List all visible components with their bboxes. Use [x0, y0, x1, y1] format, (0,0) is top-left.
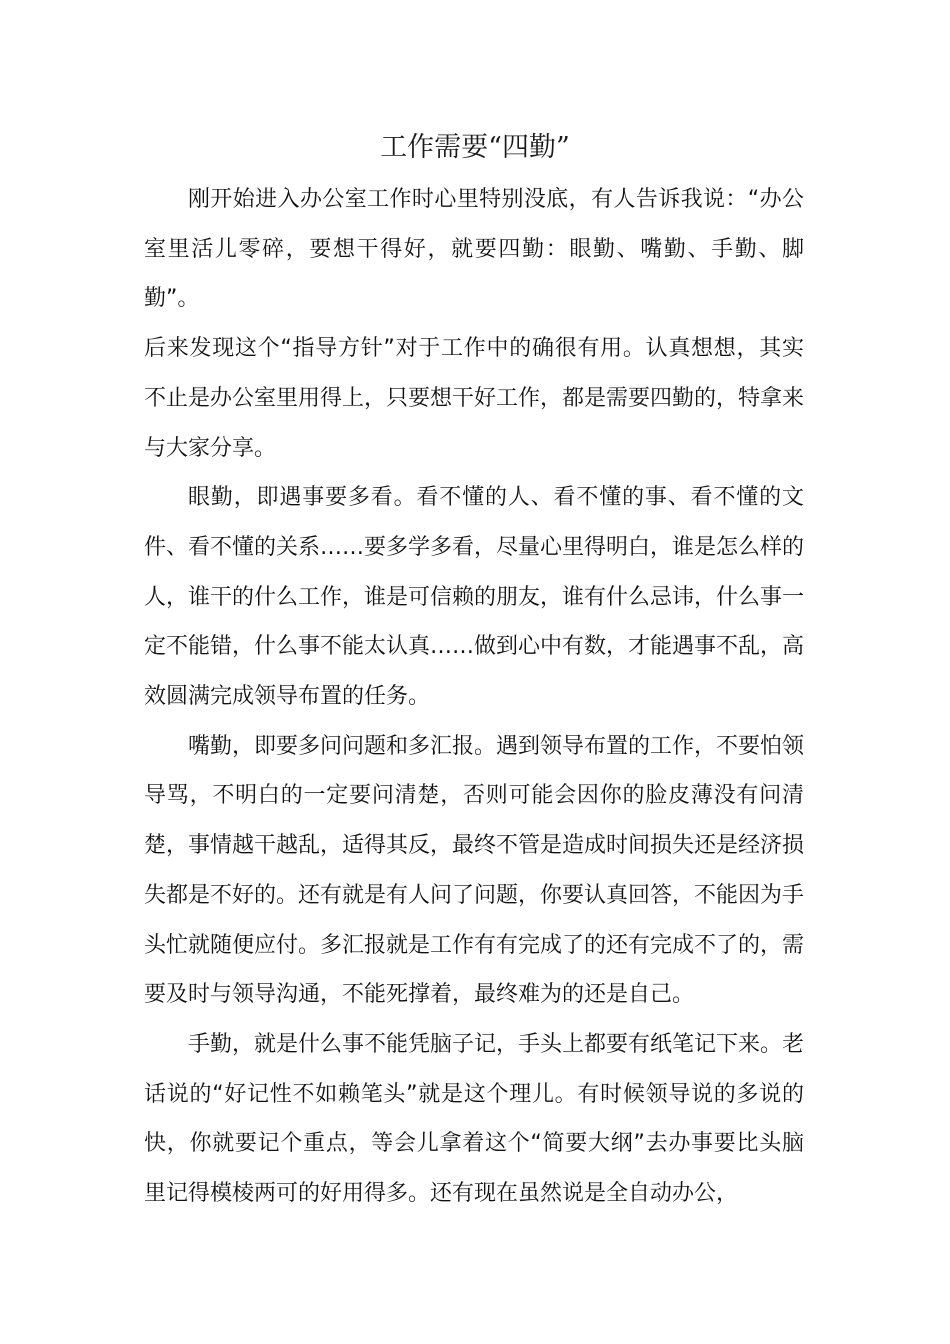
- paragraph: 手勤，就是什么事不能凭脑子记，手头上都要有纸笔记下来。老话说的“好记性不如赖笔头”就是这个理儿。有时候领导说的多说的快，你就要记个重点，等会儿拿着这个“简要大纲”去办事要比头脑里记得模棱两可的好用得多。还有现在虽然说是全自动办公，: [144, 1031, 805, 1207]
- paragraph: 后来发现这个“指导方针”对于工作中的确很有用。认真想想，其实不止是办公室里用得上，只要想干好工作，都是需要四勤的，特拿来与大家分享。: [144, 336, 805, 461]
- paragraph: 嘴勤，即要多问问题和多汇报。遇到领导布置的工作，不要怕领导骂，不明白的一定要问清楚，否则可能会因你的脸皮薄没有问清楚，事情越干越乱，适得其反，最终不管是造成时间损失还是经济损失都是不好的。还有就是有人问了问题，你要认真回答，不能因为手头忙就随便应付。多汇报就是工作有有完成了的还有完成不了的，需要及时与领导沟通，不能死撑着，最终难为的还是自己。: [144, 733, 805, 1008]
- paragraph: 刚开始进入办公室工作时心里特别没底，有人告诉我说：“办公室里活儿零碎，要想干得好，就要四勤：眼勤、嘴勤、手勤、脚勤”。: [144, 187, 804, 312]
- document-body: [144, 175, 804, 1219]
- document-title: 工作需要“四勤”: [380, 132, 570, 163]
- paragraph: 眼勤，即遇事要多看。看不懂的人、看不懂的事、看不懂的文件、看不懂的关系……要多学多看，尽量心里得明白，谁是怎么样的人，谁干的什么工作，谁是可信赖的朋友，谁有什么忌讳，什么事一定不能错，什么事不能太认真……做到心中有数，才能遇事不乱，高效圆满完成领导布置的任务。: [144, 485, 805, 710]
